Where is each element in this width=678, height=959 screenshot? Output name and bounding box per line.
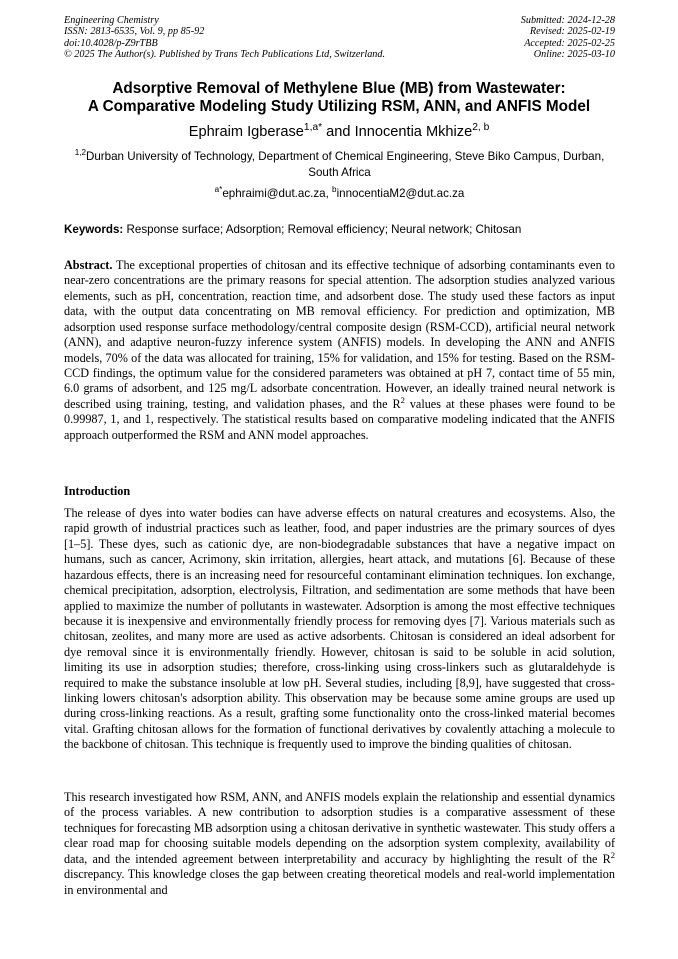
journal-header-right <box>521 15 615 61</box>
intro-p2-text-b: discrepancy. This knowledge closes the gap between creating theoretical models and real-world implementation in environmental and <box>64 867 615 897</box>
doi-line: doi:10.4028/p-Z9rTBB <box>64 37 158 49</box>
abstract-sup: 2 <box>400 394 405 405</box>
email-b: innocentiaM2@dut.ac.za <box>336 187 465 200</box>
keywords-text: Response surface; Adsorption; Removal efficiency; Neural network; Chitosan <box>123 223 522 236</box>
copyright-line: © 2025 The Author(s). Published by Trans Tech Publications Ltd, Switzerland. <box>64 49 386 61</box>
accepted-date: Accepted: 2025-02-25 <box>524 37 615 49</box>
revised-date: Revised: 2025-02-19 <box>529 26 615 38</box>
abstract-text-a: The exceptional properties of chitosan and its effective technique of adsorbing contaminants even to near-zero concentrations are the primary reasons for special attention. The adsorption studies analyzed various elements, such as pH, concentration, reaction time, and adsorbent dose. The study used these factors as input data, with the output data concentrating on MB removal efficiency. For prediction and optimization, MB adsorption used response surface methodology/central composite design (RSM-CCD), artificial neural network (ANN), and adaptive neuron-fuzzy inference system (ANFIS) models. In developing the ANN and ANFIS models, 70% of the data was allocated for training, 15% for validation, and 15% for testing. Based on the RSM-CCD findings, the optimum value for the considered parameters was obtained at pH 7, contact time of 55 min, 6.0 grams of adsorbent, and 125 mg/L adsorbate concentration. However, an ideally trained neural network is described using training, testing, and validation phases, and the R <box>64 258 615 411</box>
title-line-1: Adsorptive Removal of Methylene Blue (MB) from Wastewater: <box>112 80 566 97</box>
author-2: Innocentia Mkhize <box>354 124 473 140</box>
abstract-label: Abstract. <box>64 258 113 272</box>
author-2-affil-sup: 2, b <box>472 122 490 134</box>
issn-line: ISSN: 2813-6535, Vol. 9, pp 85-92 <box>64 26 205 38</box>
author-1: Ephraim Igberase <box>188 124 304 140</box>
submitted-date: Submitted: 2024-12-28 <box>520 15 615 26</box>
title-line-2: A Comparative Modeling Study Utilizing RSM, ANN, and ANFIS Model <box>87 98 591 115</box>
email-a: ephraimi@dut.ac.za, <box>222 187 333 200</box>
paper-title <box>40 80 638 116</box>
intro-paragraph-1: The release of dyes into water bodies can have adverse effects on natural creatures and ecosystems. Also, the rapid growth of industrial practices such as leather, food, and paper industries are the primary sources of dyes [1–5]. These dyes, such as cationic dye, are non-biodegradable substances that have a negative impact on humans, such as cancer, Acrimony, skin irritation, allergies, heart attack, and mutations [6]. Because of these hazardous effects, there is an increasing need for resourceful contaminant elimination techniques. Ion exchange, chemical precipitation, adsorption, electrolysis, Filtration, and sedimentation are some methods that have been applied to maximize the number of pollutants in wastewater. Adsorption is among the most effective techniques because it is inexpensive and environmentally friendly process for removing dyes [7]. Various materials such as chitosan, zeolites, and many more are used as active adsorbents. Chitosan is considered an ideal adsorbent for dye removal since it is environmentally friendly. However, chitosan is said to be soluble in acid solution, limiting its use in adsorption studies; therefore, cross-linking using cross-linkers such as glutaraldehyde is required to make the substance insoluble at low pH. Several studies, including [8,9], have suggested that cross-linking lowers chitosan's adsorption ability. This observation may be because some amine groups are used up during cross-linking reactions. As a result, grafting some functionality onto the cross-linked material becomes vital. Grafting chitosan allows for the formation of functional derivatives by covalently attaching a molecule to the backbone of chitosan. This technique is frequently used to improve the binding qualities of chitosan. <box>64 506 615 752</box>
intro-p2-text-a: This research investigated how RSM, ANN, and ANFIS models explain the relationship and essential dynamics of the process variables. A new contribution to adsorption studies is a comparative assessment of these techniques for forecasting MB adsorption using a chitosan derivative in synthetic wastewater. This study offers a clear road map for choosing suitable models depending on the adsorption system complexity, availability of data, and the intended agreement between interpretability and accuracy by highlighting the result of the R <box>64 790 615 866</box>
intro-paragraph-2 <box>64 790 615 898</box>
intro-heading: Introduction <box>64 484 131 498</box>
author-1-affil-sup: 1,a* <box>303 122 323 134</box>
author-line <box>40 123 638 141</box>
online-date: Online: 2025-03-10 <box>533 49 615 61</box>
emails <box>64 186 615 201</box>
journal-name: Engineering Chemistry <box>64 15 159 26</box>
abstract <box>64 258 615 443</box>
intro-p2-sup: 2 <box>610 849 615 860</box>
keywords <box>64 222 615 237</box>
affiliation-sup: 1,2 <box>74 148 86 158</box>
affiliation-text: Durban University of Technology, Department of Chemical Engineering, Steve Biko Campus, Durban, South Africa <box>85 150 605 179</box>
email-a-sup: a* <box>214 185 223 195</box>
abstract-text-b: values at these phases were found to be 0.99987, 1, and 1, respectively. The statistical results based on comparative modeling indicated that the ANFIS approach outperformed the RSM and ANN model approaches. <box>64 396 615 442</box>
keywords-label: Keywords: <box>64 223 124 236</box>
journal-header-left <box>64 15 385 61</box>
author-join: and <box>322 124 355 140</box>
email-b-sup: b <box>332 185 337 195</box>
affiliation <box>64 149 615 180</box>
